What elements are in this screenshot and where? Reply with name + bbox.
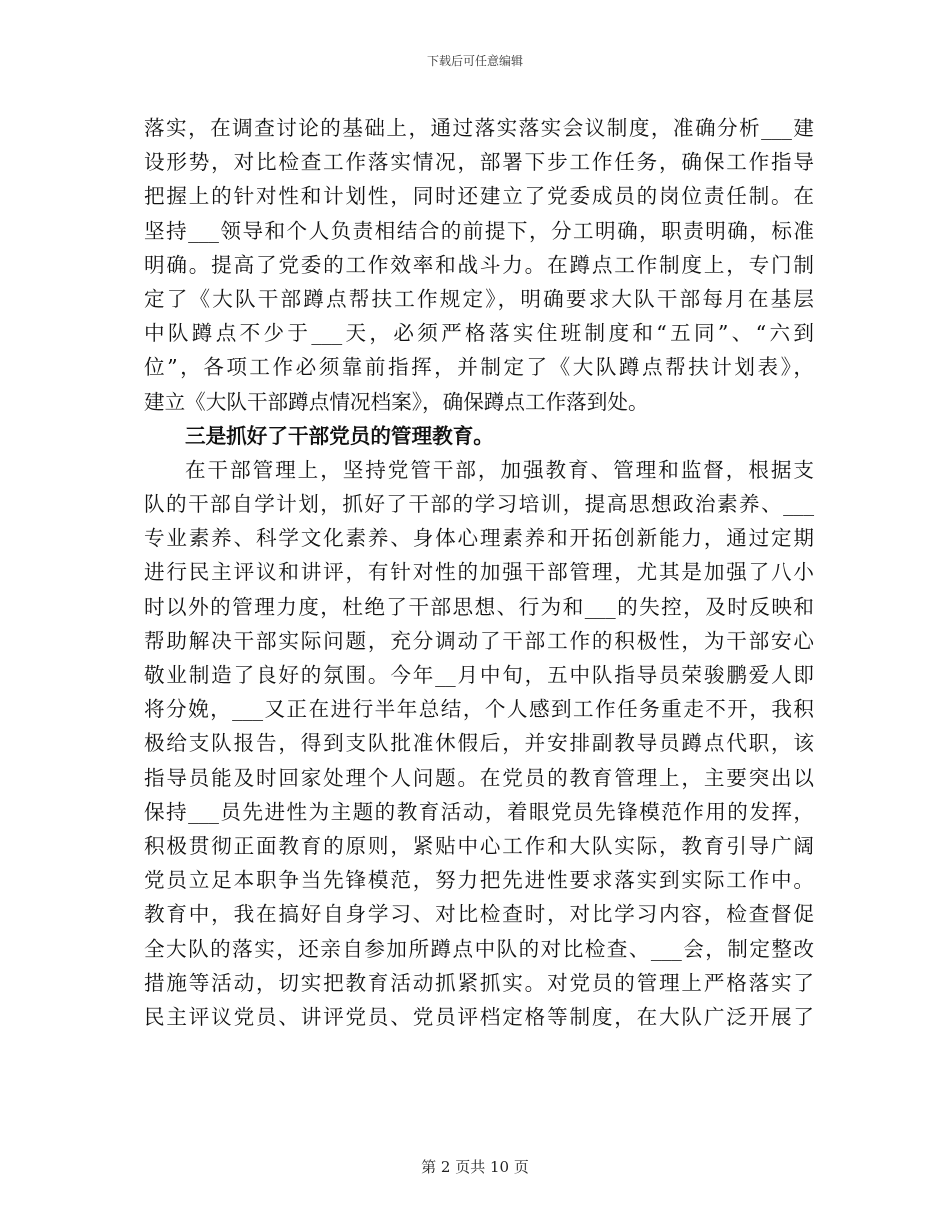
page-footer: 第 2 页共 10 页 — [421, 1158, 529, 1176]
text-line: 设形势，对比检查工作落实情况，部署下步工作任务，确保工作指导 — [144, 150, 814, 175]
page-header: 下载后可任意编辑 — [426, 54, 523, 68]
paragraph-management — [144, 453, 814, 1034]
text-line: 坚持___领导和个人负责相结合的前提下，分工明确，职责明确，标准 — [144, 218, 814, 243]
text-line: 敬业制造了良好的氛围。今年__月中旬，五中队指导员荣骏鹏爱人即 — [144, 663, 814, 687]
paragraph-continued — [144, 111, 814, 419]
text-line: 极给支队报告，得到支队批准休假后，并安排副教导员蹲点代职，该 — [144, 731, 814, 756]
text-line: 中队蹲点不少于___天，必须严格落实住班制度和“五同”、“六到 — [144, 321, 814, 346]
text-line: 党员立足本职争当先锋模范，努力把先进性要求落实到实际工作中。 — [144, 868, 814, 893]
text-line: 定了《大队干部蹲点帮扶工作规定》，明确要求大队干部每月在基层 — [144, 286, 814, 311]
text-line: 教育中，我在搞好自身学习、对比检查时，对比学习内容，检查督促 — [144, 902, 814, 927]
document-body — [144, 111, 814, 1034]
text-line: 队的干部自学计划，抓好了干部的学习培训，提高思想政治素养、___ — [144, 492, 814, 517]
text-line: 专业素养、科学文化素养、身体心理素养和开拓创新能力，通过定期 — [144, 526, 814, 551]
text-line: 积极贯彻正面教育的原则，紧贴中心工作和大队实际，教育引导广阔 — [144, 833, 814, 858]
text-line: 全大队的落实，还亲自参加所蹲点中队的对比检查、___会，制定整改 — [144, 936, 814, 961]
text-line: 进行民主评议和讲评，有针对性的加强干部管理，尤其是加强了八小 — [144, 560, 814, 585]
section-heading: 三是抓好了干部党员的管理教育。 — [185, 423, 494, 448]
text-line: 措施等活动，切实把教育活动抓紧抓实。对党员的管理上严格落实了 — [144, 970, 814, 995]
text-line: 指导员能及时回家处理个人问题。在党员的教育管理上，主要突出以 — [144, 765, 814, 790]
text-line: 在干部管理上，坚持党管干部，加强教育、管理和监督，根据支 — [185, 457, 814, 482]
text-line: 把握上的针对性和计划性，同时还建立了党委成员的岗位责任制。在 — [144, 184, 814, 209]
text-line: 时以外的管理力度，杜绝了干部思想、行为和___的失控，及时反映和 — [144, 594, 814, 619]
text-line: 帮助解决干部实际问题，充分调动了干部工作的积极性，为干部安心 — [144, 628, 814, 653]
text-line: 明确。提高了党委的工作效率和战斗力。在蹲点工作制度上，专门制 — [144, 252, 814, 277]
text-line: 民主评议党员、讲评党员、党员评档定格等制度，在大队广泛开展了 — [144, 1004, 814, 1029]
text-line: 将分娩，___又正在进行半年总结，个人感到工作任务重走不开，我积 — [144, 697, 814, 722]
text-line: 建立《大队干部蹲点情况档案》，确保蹲点工作落到处。 — [144, 389, 649, 414]
text-line: 保持___员先进性为主题的教育活动，着眼党员先锋模范作用的发挥， — [144, 799, 814, 824]
text-line: 落实，在调查讨论的基础上，通过落实落实会议制度，准确分析___建 — [144, 116, 814, 140]
text-line: 位”，各项工作必须靠前指挥，并制定了《大队蹲点帮扶计划表》， — [144, 355, 814, 380]
